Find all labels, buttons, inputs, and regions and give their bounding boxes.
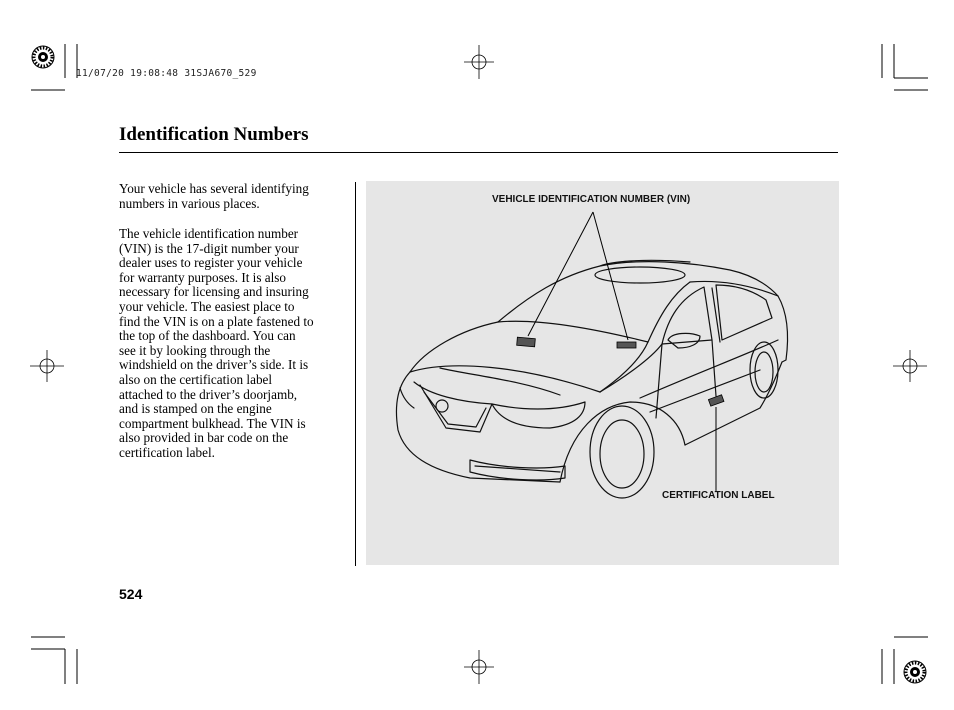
page-title: Identification Numbers [119,124,309,145]
certification-label-callout: CERTIFICATION LABEL [662,490,775,501]
vin-paragraph: The vehicle identification number (VIN) is the 17-digit number your dealer uses to register your vehicle for warranty purposes. It is also necessary for licensing and insuring your vehicle. The easiest place to find the VIN is on a plate fastened to the top of the dashboard. You can see it by looking through the windshield on the driver’s side. It is also on the certification label attached to the driver’s doorjamb, and is stamped on the engine compartment bulkhead. The VIN is also provided in bar code on the certification label. [119,226,314,460]
intro-paragraph: Your vehicle has several identifying numbers in various places. [119,181,309,211]
vin-callout-label: VEHICLE IDENTIFICATION NUMBER (VIN) [492,194,691,205]
page-number: 524 [119,586,143,602]
print-timestamp: 11/07/20 19:08:48 31SJA670_529 [76,68,257,79]
